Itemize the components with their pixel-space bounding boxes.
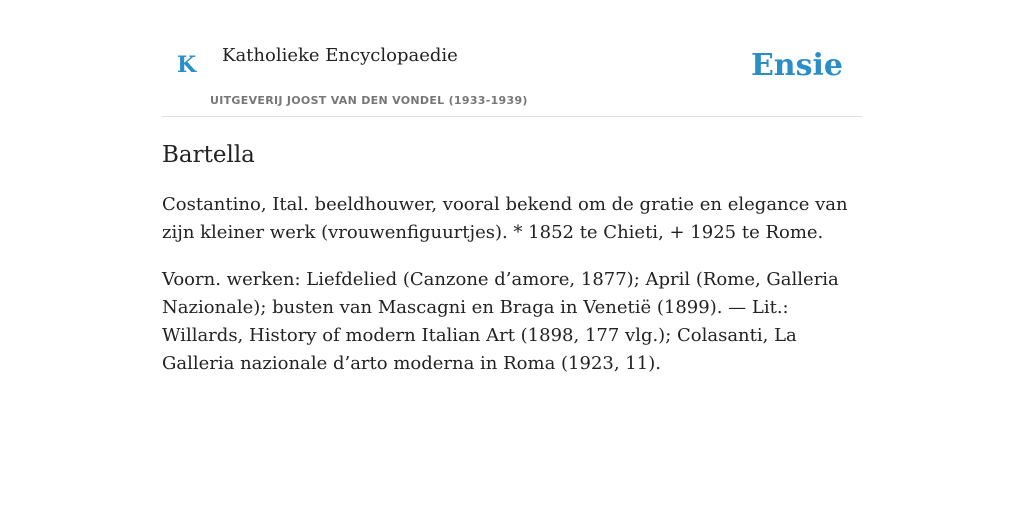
- page-container: [162, 0, 862, 378]
- ensie-logo-link[interactable]: Ensie: [750, 48, 843, 83]
- article-paragraph: Costantino, Ital. beeldhouwer, vooral bekend om de gratie en elegance van zijn kleiner werk (vrouwenfiguurtjes). * 1852 te Chieti, + 1925 te Rome.: [162, 193, 848, 243]
- article-body: [162, 191, 862, 378]
- publication-title-link[interactable]: Katholieke Encyclopaedie: [222, 45, 458, 66]
- publication-subtitle: UITGEVERIJ JOOST VAN DEN VONDEL (1933-1939): [210, 94, 528, 107]
- publication-logo[interactable]: K: [177, 52, 197, 78]
- header: [162, 0, 862, 117]
- article-title: Bartella: [162, 142, 255, 168]
- article-paragraph: Voorn. werken: Liefdelied (Canzone d’amore, 1877); April (Rome, Galleria Nazionale); busten van Mascagni en Braga in Venetië (1899). — Lit.: Willards, History of modern Italian Art (1898, 177 vlg.); Colasanti, La Galleria nazionale d’arto moderna in Roma (1923, 11).: [162, 268, 839, 374]
